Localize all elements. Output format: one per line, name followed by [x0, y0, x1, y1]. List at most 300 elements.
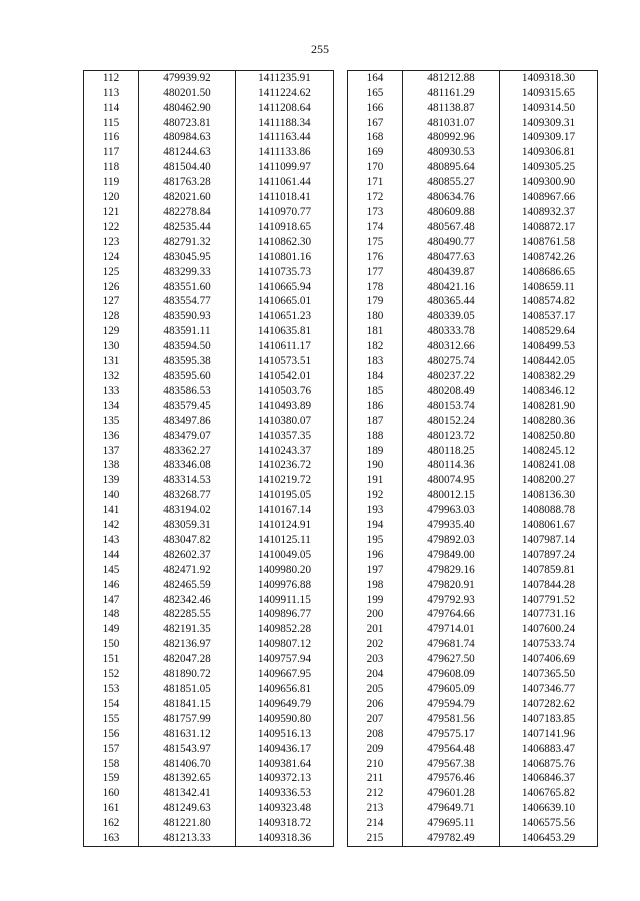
y-coordinate-cell: 1410573.51 [236, 354, 334, 369]
point-number-cell: 115 [84, 116, 139, 131]
table-row [84, 190, 334, 205]
x-coordinate-cell: 483314.53 [139, 473, 236, 488]
point-number-cell: 126 [84, 280, 139, 295]
point-number-cell: 145 [84, 563, 139, 578]
x-coordinate-cell: 481161.29 [403, 86, 500, 101]
x-coordinate-cell: 480490.77 [403, 235, 500, 250]
y-coordinate-cell: 1407406.69 [500, 652, 598, 667]
point-number-cell: 178 [348, 280, 403, 295]
table-row [348, 801, 598, 816]
table-row [348, 518, 598, 533]
y-coordinate-cell: 1408529.64 [500, 324, 598, 339]
x-coordinate-cell: 483479.07 [139, 429, 236, 444]
point-number-cell: 212 [348, 787, 403, 802]
y-coordinate-cell: 1409656.81 [236, 682, 334, 697]
x-coordinate-cell: 482465.59 [139, 578, 236, 593]
point-number-cell: 119 [84, 175, 139, 190]
y-coordinate-cell: 1409436.17 [236, 742, 334, 757]
table-row [348, 533, 598, 548]
table-row [84, 548, 334, 563]
y-coordinate-cell: 1411208.64 [236, 101, 334, 116]
table-row [84, 235, 334, 250]
point-number-cell: 193 [348, 503, 403, 518]
x-coordinate-cell: 480365.44 [403, 295, 500, 310]
x-coordinate-cell: 482602.37 [139, 548, 236, 563]
table-row [348, 548, 598, 563]
table-row [84, 131, 334, 146]
x-coordinate-cell: 479601.28 [403, 787, 500, 802]
table-row [348, 742, 598, 757]
x-coordinate-cell: 482191.35 [139, 623, 236, 638]
point-number-cell: 195 [348, 533, 403, 548]
coordinate-table-left [83, 70, 334, 847]
y-coordinate-cell: 1409667.95 [236, 667, 334, 682]
point-number-cell: 159 [84, 772, 139, 787]
point-number-cell: 118 [84, 160, 139, 175]
table-row [348, 131, 598, 146]
y-coordinate-cell: 1409318.72 [236, 816, 334, 831]
table-row [84, 444, 334, 459]
table-row [84, 831, 334, 846]
y-coordinate-cell: 1407141.96 [500, 727, 598, 742]
x-coordinate-cell: 483595.38 [139, 354, 236, 369]
table-row [348, 712, 598, 727]
x-coordinate-cell: 479564.48 [403, 742, 500, 757]
y-coordinate-cell: 1410611.17 [236, 339, 334, 354]
table-row [348, 414, 598, 429]
table-row [84, 71, 334, 86]
x-coordinate-cell: 483362.27 [139, 444, 236, 459]
x-coordinate-cell: 481763.28 [139, 175, 236, 190]
table-row [348, 354, 598, 369]
y-coordinate-cell: 1411163.44 [236, 131, 334, 146]
x-coordinate-cell: 479764.66 [403, 608, 500, 623]
x-coordinate-cell: 480312.66 [403, 339, 500, 354]
y-coordinate-cell: 1411235.91 [236, 71, 334, 86]
x-coordinate-cell: 481342.41 [139, 787, 236, 802]
point-number-cell: 140 [84, 488, 139, 503]
x-coordinate-cell: 482047.28 [139, 652, 236, 667]
y-coordinate-cell: 1408088.78 [500, 503, 598, 518]
x-coordinate-cell: 482535.44 [139, 220, 236, 235]
table-row [84, 667, 334, 682]
y-coordinate-cell: 1407365.50 [500, 667, 598, 682]
x-coordinate-cell: 481221.80 [139, 816, 236, 831]
y-coordinate-cell: 1406846.37 [500, 772, 598, 787]
point-number-cell: 202 [348, 637, 403, 652]
y-coordinate-cell: 1408241.08 [500, 459, 598, 474]
table-row [348, 310, 598, 325]
x-coordinate-cell: 479681.74 [403, 637, 500, 652]
y-coordinate-cell: 1411099.97 [236, 160, 334, 175]
table-row [84, 652, 334, 667]
table-row [348, 444, 598, 459]
point-number-cell: 175 [348, 235, 403, 250]
table-row [84, 459, 334, 474]
y-coordinate-cell: 1407282.62 [500, 697, 598, 712]
y-coordinate-cell: 1409757.94 [236, 652, 334, 667]
x-coordinate-cell: 483590.93 [139, 310, 236, 325]
table-row [84, 742, 334, 757]
y-coordinate-cell: 1407791.52 [500, 593, 598, 608]
table-row [84, 712, 334, 727]
table-row [84, 265, 334, 280]
y-coordinate-cell: 1409980.20 [236, 563, 334, 578]
x-coordinate-cell: 480895.64 [403, 160, 500, 175]
point-number-cell: 116 [84, 131, 139, 146]
point-number-cell: 174 [348, 220, 403, 235]
y-coordinate-cell: 1408872.17 [500, 220, 598, 235]
y-coordinate-cell: 1408659.11 [500, 280, 598, 295]
x-coordinate-cell: 480723.81 [139, 116, 236, 131]
point-number-cell: 138 [84, 459, 139, 474]
table-row [348, 608, 598, 623]
y-coordinate-cell: 1411018.41 [236, 190, 334, 205]
point-number-cell: 179 [348, 295, 403, 310]
point-number-cell: 144 [84, 548, 139, 563]
y-coordinate-cell: 1409911.15 [236, 593, 334, 608]
y-coordinate-cell: 1410380.07 [236, 414, 334, 429]
y-coordinate-cell: 1410124.91 [236, 518, 334, 533]
point-number-cell: 148 [84, 608, 139, 623]
x-coordinate-cell: 479892.03 [403, 533, 500, 548]
table-row [84, 324, 334, 339]
point-number-cell: 213 [348, 801, 403, 816]
x-coordinate-cell: 479594.79 [403, 697, 500, 712]
point-number-cell: 187 [348, 414, 403, 429]
table-row [348, 563, 598, 578]
point-number-cell: 211 [348, 772, 403, 787]
point-number-cell: 153 [84, 682, 139, 697]
x-coordinate-cell: 479939.92 [139, 71, 236, 86]
y-coordinate-cell: 1409315.65 [500, 86, 598, 101]
point-number-cell: 150 [84, 637, 139, 652]
x-coordinate-cell: 480439.87 [403, 265, 500, 280]
point-number-cell: 167 [348, 116, 403, 131]
y-coordinate-cell: 1409381.64 [236, 757, 334, 772]
point-number-cell: 206 [348, 697, 403, 712]
x-coordinate-cell: 479782.49 [403, 831, 500, 846]
y-coordinate-cell: 1409305.25 [500, 160, 598, 175]
point-number-cell: 196 [348, 548, 403, 563]
point-number-cell: 152 [84, 667, 139, 682]
point-number-cell: 172 [348, 190, 403, 205]
point-number-cell: 208 [348, 727, 403, 742]
table-row [348, 727, 598, 742]
y-coordinate-cell: 1409516.13 [236, 727, 334, 742]
point-number-cell: 162 [84, 816, 139, 831]
y-coordinate-cell: 1406883.47 [500, 742, 598, 757]
point-number-cell: 130 [84, 339, 139, 354]
point-number-cell: 137 [84, 444, 139, 459]
point-number-cell: 117 [84, 146, 139, 161]
x-coordinate-cell: 480339.05 [403, 310, 500, 325]
x-coordinate-cell: 483047.82 [139, 533, 236, 548]
table-row [348, 235, 598, 250]
point-number-cell: 190 [348, 459, 403, 474]
y-coordinate-cell: 1410049.05 [236, 548, 334, 563]
point-number-cell: 170 [348, 160, 403, 175]
x-coordinate-cell: 479792.93 [403, 593, 500, 608]
y-coordinate-cell: 1410651.23 [236, 310, 334, 325]
table-row [84, 593, 334, 608]
y-coordinate-cell: 1409976.88 [236, 578, 334, 593]
x-coordinate-cell: 480567.48 [403, 220, 500, 235]
x-coordinate-cell: 480462.90 [139, 101, 236, 116]
point-number-cell: 176 [348, 250, 403, 265]
table-row [84, 399, 334, 414]
table-row [84, 488, 334, 503]
point-number-cell: 132 [84, 369, 139, 384]
point-number-cell: 184 [348, 369, 403, 384]
x-coordinate-cell: 481406.70 [139, 757, 236, 772]
table-row [348, 637, 598, 652]
table-row [348, 623, 598, 638]
x-coordinate-cell: 483586.53 [139, 384, 236, 399]
x-coordinate-cell: 480012.15 [403, 488, 500, 503]
x-coordinate-cell: 481138.87 [403, 101, 500, 116]
y-coordinate-cell: 1406453.29 [500, 831, 598, 846]
y-coordinate-cell: 1410635.81 [236, 324, 334, 339]
x-coordinate-cell: 481851.05 [139, 682, 236, 697]
y-coordinate-cell: 1409372.13 [236, 772, 334, 787]
point-number-cell: 113 [84, 86, 139, 101]
table-row [84, 160, 334, 175]
x-coordinate-cell: 480074.95 [403, 473, 500, 488]
x-coordinate-cell: 479581.56 [403, 712, 500, 727]
x-coordinate-cell: 483346.08 [139, 459, 236, 474]
point-number-cell: 180 [348, 310, 403, 325]
y-coordinate-cell: 1409318.30 [500, 71, 598, 86]
y-coordinate-cell: 1408442.05 [500, 354, 598, 369]
x-coordinate-cell: 481213.33 [139, 831, 236, 846]
x-coordinate-cell: 479935.40 [403, 518, 500, 533]
x-coordinate-cell: 480992.96 [403, 131, 500, 146]
x-coordinate-cell: 482471.92 [139, 563, 236, 578]
y-coordinate-cell: 1406639.10 [500, 801, 598, 816]
y-coordinate-cell: 1407844.28 [500, 578, 598, 593]
table-row [348, 682, 598, 697]
y-coordinate-cell: 1409896.77 [236, 608, 334, 623]
x-coordinate-cell: 479605.09 [403, 682, 500, 697]
x-coordinate-cell: 482136.97 [139, 637, 236, 652]
x-coordinate-cell: 480237.22 [403, 369, 500, 384]
table-row [348, 280, 598, 295]
x-coordinate-cell: 479849.00 [403, 548, 500, 563]
point-number-cell: 163 [84, 831, 139, 846]
y-coordinate-cell: 1408932.37 [500, 205, 598, 220]
table-row [348, 772, 598, 787]
x-coordinate-cell: 480153.74 [403, 399, 500, 414]
point-number-cell: 114 [84, 101, 139, 116]
y-coordinate-cell: 1410493.89 [236, 399, 334, 414]
y-coordinate-cell: 1409318.36 [236, 831, 334, 846]
point-number-cell: 147 [84, 593, 139, 608]
x-coordinate-cell: 483595.60 [139, 369, 236, 384]
table-row [84, 295, 334, 310]
x-coordinate-cell: 481841.15 [139, 697, 236, 712]
point-number-cell: 124 [84, 250, 139, 265]
y-coordinate-cell: 1409309.17 [500, 131, 598, 146]
point-number-cell: 149 [84, 623, 139, 638]
point-number-cell: 125 [84, 265, 139, 280]
point-number-cell: 201 [348, 623, 403, 638]
y-coordinate-cell: 1407859.81 [500, 563, 598, 578]
table-row [84, 816, 334, 831]
x-coordinate-cell: 479829.16 [403, 563, 500, 578]
table-row [348, 101, 598, 116]
table-row [348, 697, 598, 712]
table-row [84, 414, 334, 429]
x-coordinate-cell: 479695.11 [403, 816, 500, 831]
x-coordinate-cell: 483551.60 [139, 280, 236, 295]
x-coordinate-cell: 483554.77 [139, 295, 236, 310]
x-coordinate-cell: 479608.09 [403, 667, 500, 682]
y-coordinate-cell: 1408742.26 [500, 250, 598, 265]
y-coordinate-cell: 1411061.44 [236, 175, 334, 190]
table-row [348, 339, 598, 354]
x-coordinate-cell: 481212.88 [403, 71, 500, 86]
table-row [348, 250, 598, 265]
x-coordinate-cell: 483045.95 [139, 250, 236, 265]
y-coordinate-cell: 1407346.77 [500, 682, 598, 697]
table-row [348, 384, 598, 399]
y-coordinate-cell: 1408200.27 [500, 473, 598, 488]
table-row [348, 146, 598, 161]
point-number-cell: 127 [84, 295, 139, 310]
point-number-cell: 192 [348, 488, 403, 503]
x-coordinate-cell: 479627.50 [403, 652, 500, 667]
x-coordinate-cell: 481543.97 [139, 742, 236, 757]
point-number-cell: 181 [348, 324, 403, 339]
x-coordinate-cell: 483194.02 [139, 503, 236, 518]
x-coordinate-cell: 479963.03 [403, 503, 500, 518]
table-row [348, 175, 598, 190]
point-number-cell: 169 [348, 146, 403, 161]
point-number-cell: 210 [348, 757, 403, 772]
point-number-cell: 215 [348, 831, 403, 846]
x-coordinate-cell: 480114.36 [403, 459, 500, 474]
y-coordinate-cell: 1410801.16 [236, 250, 334, 265]
table-row [348, 71, 598, 86]
table-row [84, 280, 334, 295]
y-coordinate-cell: 1409309.31 [500, 116, 598, 131]
point-number-cell: 185 [348, 384, 403, 399]
table-row [84, 86, 334, 101]
x-coordinate-cell: 479567.38 [403, 757, 500, 772]
table-row [84, 310, 334, 325]
y-coordinate-cell: 1410542.01 [236, 369, 334, 384]
x-coordinate-cell: 481244.63 [139, 146, 236, 161]
y-coordinate-cell: 1410665.94 [236, 280, 334, 295]
y-coordinate-cell: 1408382.29 [500, 369, 598, 384]
table-row [84, 429, 334, 444]
x-coordinate-cell: 480208.49 [403, 384, 500, 399]
point-number-cell: 134 [84, 399, 139, 414]
table-row [348, 190, 598, 205]
point-number-cell: 120 [84, 190, 139, 205]
x-coordinate-cell: 482021.60 [139, 190, 236, 205]
x-coordinate-cell: 481504.40 [139, 160, 236, 175]
x-coordinate-cell: 482278.84 [139, 205, 236, 220]
coordinate-table-right [347, 70, 598, 847]
point-number-cell: 160 [84, 787, 139, 802]
x-coordinate-cell: 483268.77 [139, 488, 236, 503]
y-coordinate-cell: 1409306.81 [500, 146, 598, 161]
x-coordinate-cell: 480477.63 [403, 250, 500, 265]
table-row [348, 831, 598, 846]
y-coordinate-cell: 1410665.01 [236, 295, 334, 310]
y-coordinate-cell: 1409323.48 [236, 801, 334, 816]
table-row [84, 250, 334, 265]
point-number-cell: 189 [348, 444, 403, 459]
x-coordinate-cell: 483059.31 [139, 518, 236, 533]
y-coordinate-cell: 1410357.35 [236, 429, 334, 444]
x-coordinate-cell: 479575.17 [403, 727, 500, 742]
table-row [348, 220, 598, 235]
table-row [348, 578, 598, 593]
y-coordinate-cell: 1409300.90 [500, 175, 598, 190]
point-number-cell: 146 [84, 578, 139, 593]
point-number-cell: 165 [348, 86, 403, 101]
point-number-cell: 133 [84, 384, 139, 399]
y-coordinate-cell: 1407600.24 [500, 623, 598, 638]
x-coordinate-cell: 480123.72 [403, 429, 500, 444]
table-row [84, 623, 334, 638]
y-coordinate-cell: 1408061.67 [500, 518, 598, 533]
table-row [348, 86, 598, 101]
y-coordinate-cell: 1406765.82 [500, 787, 598, 802]
x-coordinate-cell: 480152.24 [403, 414, 500, 429]
x-coordinate-cell: 480275.74 [403, 354, 500, 369]
x-coordinate-cell: 480333.78 [403, 324, 500, 339]
x-coordinate-cell: 481890.72 [139, 667, 236, 682]
point-number-cell: 198 [348, 578, 403, 593]
x-coordinate-cell: 479714.01 [403, 623, 500, 638]
point-number-cell: 128 [84, 310, 139, 325]
x-coordinate-cell: 481249.63 [139, 801, 236, 816]
point-number-cell: 214 [348, 816, 403, 831]
table-row [84, 354, 334, 369]
point-number-cell: 112 [84, 71, 139, 86]
table-row [84, 369, 334, 384]
point-number-cell: 203 [348, 652, 403, 667]
y-coordinate-cell: 1407731.16 [500, 608, 598, 623]
table-row [84, 101, 334, 116]
point-number-cell: 155 [84, 712, 139, 727]
y-coordinate-cell: 1409336.53 [236, 787, 334, 802]
y-coordinate-cell: 1410236.72 [236, 459, 334, 474]
x-coordinate-cell: 483591.11 [139, 324, 236, 339]
point-number-cell: 151 [84, 652, 139, 667]
page-number: 255 [311, 42, 329, 56]
x-coordinate-cell: 480984.63 [139, 131, 236, 146]
table-row [84, 772, 334, 787]
point-number-cell: 161 [84, 801, 139, 816]
table-row [348, 816, 598, 831]
point-number-cell: 173 [348, 205, 403, 220]
table-row [84, 757, 334, 772]
x-coordinate-cell: 481392.65 [139, 772, 236, 787]
point-number-cell: 136 [84, 429, 139, 444]
point-number-cell: 205 [348, 682, 403, 697]
table-row [348, 459, 598, 474]
y-coordinate-cell: 1408686.65 [500, 265, 598, 280]
table-row [84, 473, 334, 488]
table-row [348, 503, 598, 518]
x-coordinate-cell: 480201.50 [139, 86, 236, 101]
y-coordinate-cell: 1407987.14 [500, 533, 598, 548]
